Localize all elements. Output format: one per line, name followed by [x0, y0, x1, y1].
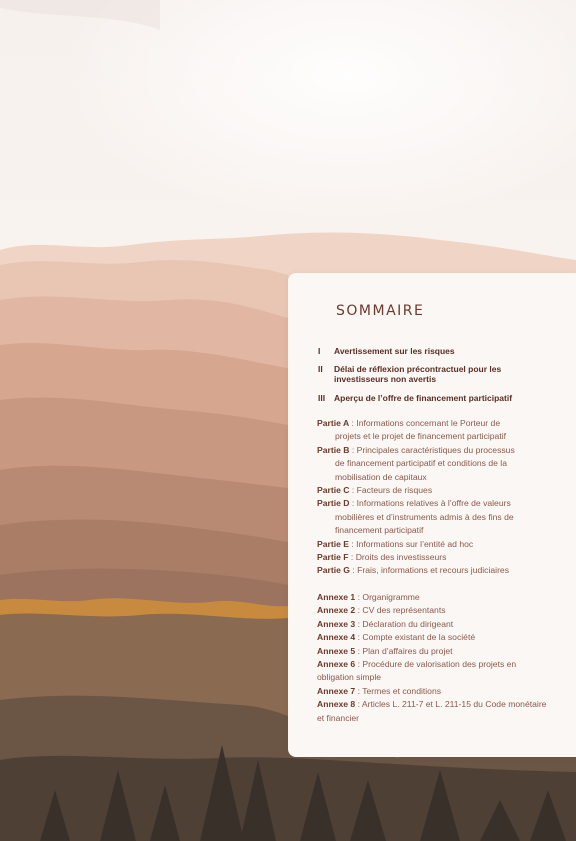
section-number: II [318, 364, 323, 374]
part-item[interactable] [317, 484, 567, 497]
part-item[interactable] [317, 551, 567, 564]
annex-item[interactable] [317, 645, 569, 658]
part-description: mobilisation de capitaux [335, 471, 427, 482]
part-description: : Frais, informations et recours judiciaires [349, 565, 510, 576]
annex-label: Annexe 8 [317, 699, 356, 710]
section-title: Avertissement sur les risques [334, 346, 455, 356]
annex-label: Annexe 2 [317, 605, 356, 616]
part-label: Partie D [317, 498, 350, 509]
part-description: financement participatif [335, 525, 424, 536]
parts-list [317, 417, 567, 578]
annex-description: : CV des représentants [355, 605, 446, 616]
annex-item[interactable] [317, 631, 569, 644]
annex-description: : Plan d’affaires du projet [355, 645, 453, 656]
part-description: de financement participatif et conditions de la [335, 458, 507, 469]
annex-description: : Compte existant de la société [355, 632, 476, 643]
annexes-list [317, 591, 569, 725]
annex-item[interactable] [317, 618, 569, 631]
annex-label: Annexe 3 [317, 618, 356, 629]
toc-section-2[interactable] [318, 364, 568, 384]
part-description: : Informations concernant le Porteur de [349, 418, 501, 428]
part-label: Partie C [317, 485, 350, 496]
section-number: III [318, 393, 326, 403]
part-description: mobilières et d’instruments admis à des fins de [335, 511, 514, 522]
part-label: Partie A [317, 418, 350, 428]
part-description: : Informations relatives à l’offre de valeurs [349, 498, 511, 509]
section-title: Délai de réflexion précontractuel pour les investisseurs non avertis [334, 364, 502, 384]
annex-description: : Déclaration du dirigeant [355, 618, 454, 629]
part-description: : Facteurs de risques [349, 485, 433, 496]
annex-label: Annexe 1 [317, 592, 356, 602]
part-item[interactable] [317, 538, 567, 551]
annex-label: Annexe 7 [317, 685, 356, 696]
table-of-contents-panel [288, 273, 576, 757]
part-description: : Principales caractéristiques du processus [349, 444, 515, 455]
part-description: projets et le projet de financement participatif [335, 431, 507, 442]
annex-label: Annexe 5 [317, 645, 356, 656]
part-item[interactable] [317, 564, 567, 577]
annex-label: Annexe 6 [317, 659, 356, 670]
annex-description: : Termes et conditions [355, 685, 442, 696]
annex-description: : Organigramme [355, 592, 420, 602]
toc-title: SOMMAIRE [336, 303, 425, 319]
annex-item[interactable] [317, 698, 547, 725]
part-item[interactable] [317, 417, 567, 444]
annex-item[interactable] [317, 658, 547, 685]
toc-section-3[interactable] [318, 393, 568, 403]
toc-section-1[interactable] [318, 346, 568, 356]
part-label: Partie B [317, 444, 350, 455]
part-item[interactable] [317, 444, 567, 484]
annex-description: : Procédure de valorisation des projets en obligation simple [317, 659, 517, 683]
annex-item[interactable] [317, 604, 569, 617]
part-label: Partie E [317, 538, 350, 549]
part-description: : Droits des investisseurs [348, 552, 447, 563]
annex-description: : Articles L. 211-7 et L. 211-15 du Code monétaire et financier [317, 699, 547, 723]
annex-label: Annexe 4 [317, 632, 356, 643]
section-number: I [318, 346, 321, 356]
section-title: Aperçu de l’offre de financement participatif [334, 393, 513, 403]
part-label: Partie G [317, 565, 350, 576]
part-label: Partie F [317, 552, 349, 563]
part-description: : Informations sur l’entité ad hoc [349, 538, 474, 549]
annex-item[interactable] [317, 685, 569, 698]
part-item[interactable] [317, 497, 567, 537]
annex-item[interactable] [317, 591, 569, 604]
